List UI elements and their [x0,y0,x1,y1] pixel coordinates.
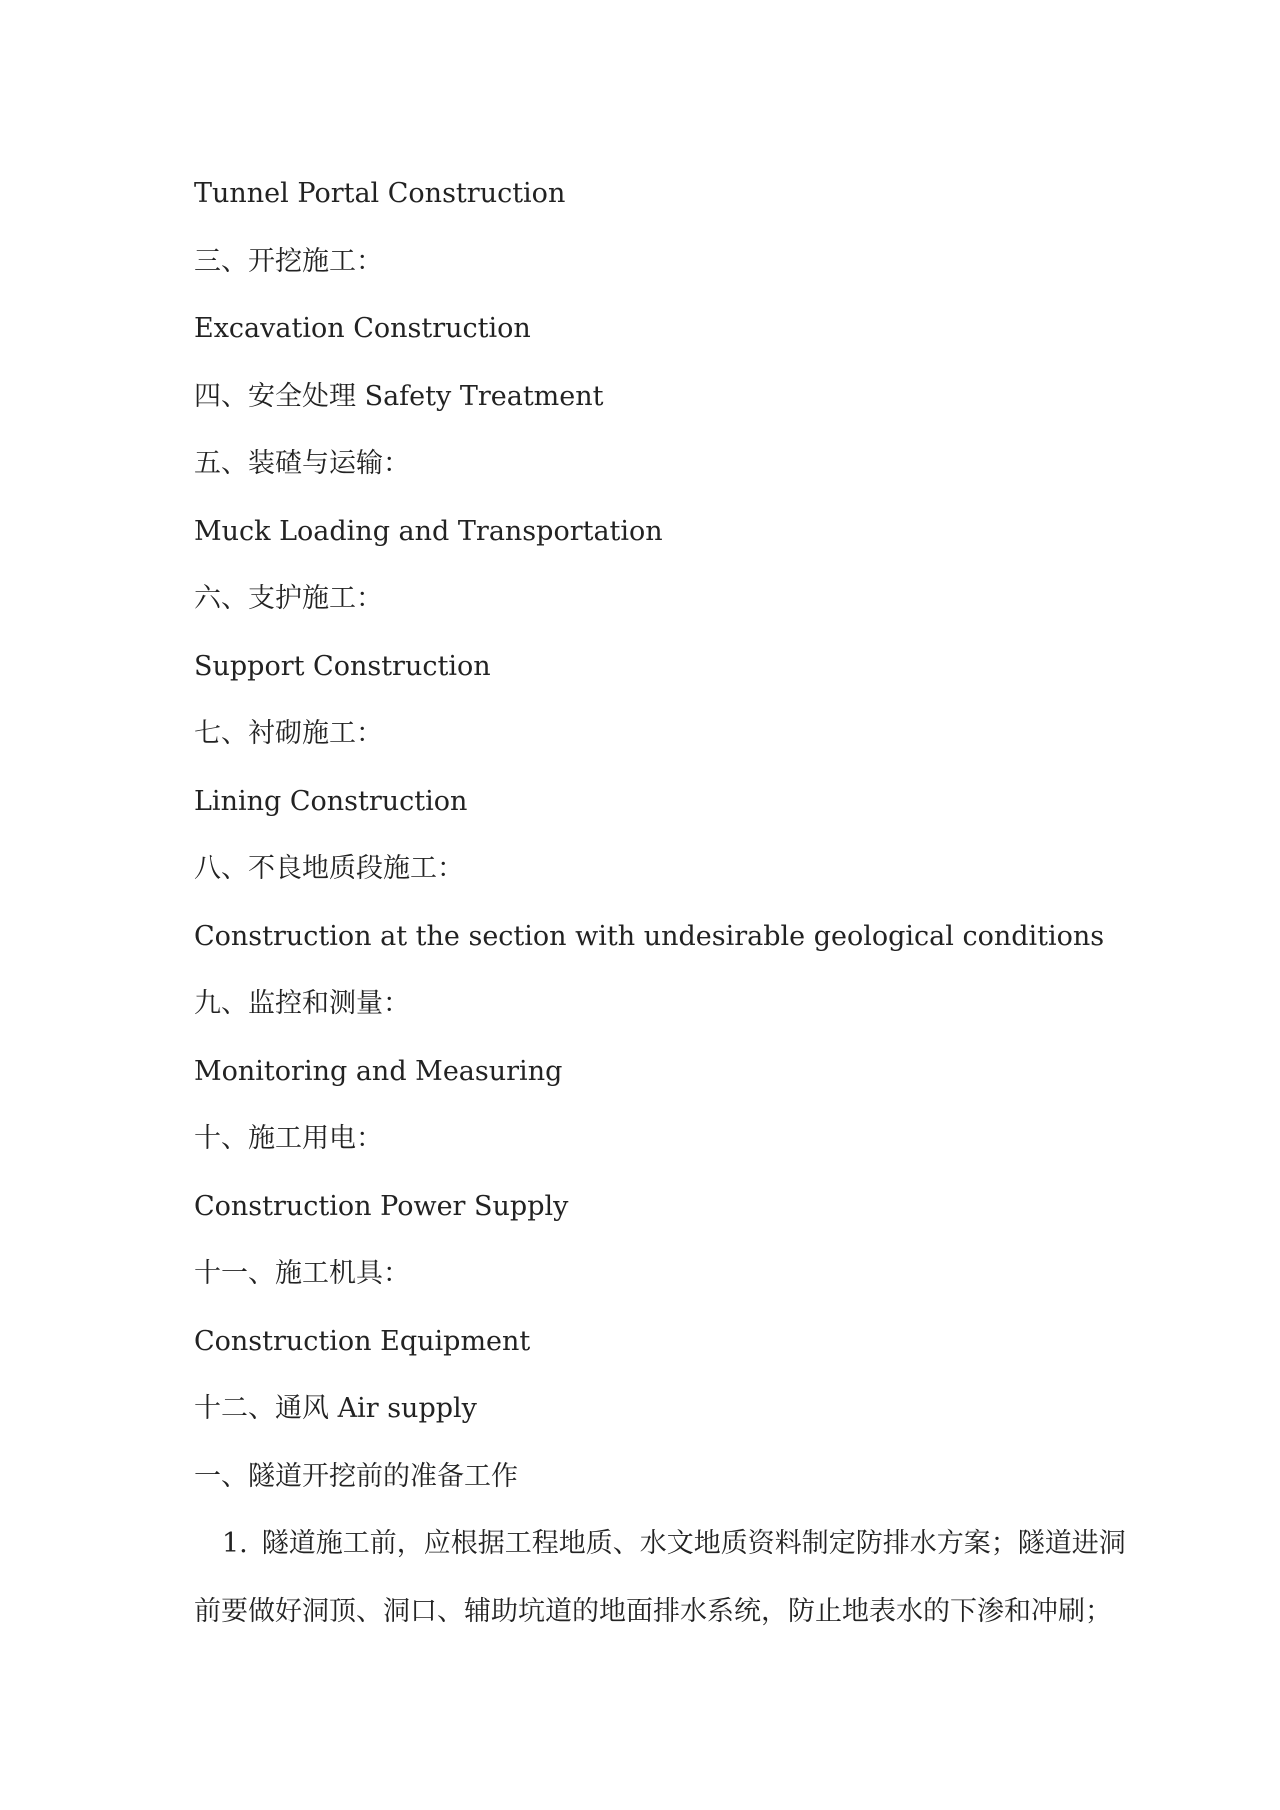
heading-excavation-cn: 三、开挖施工： [194,245,383,277]
text-line-muck-loading: Muck Loading and Transportation [194,515,663,547]
text-line-monitoring: Monitoring and Measuring [194,1055,563,1087]
paragraph-row-1 [194,1510,1126,1578]
heading-muck-loading-cn: 五、装碴与运输： [194,448,410,479]
heading-undesirable-geology-cn: 八、不良地质段施工： [194,853,464,884]
heading-power-cn: 十、施工用电： [194,1123,383,1154]
heading-lining-cn: 七、衬砌施工： [194,718,383,749]
text-line-tunnel-portal-construction: Tunnel Portal Construction [194,178,566,209]
heading-safety-treatment: 四、安全处理 Safety Treatment [194,380,604,412]
list-number: 1. [222,1528,248,1559]
text-line-lining-construction: Lining Construction [194,785,468,817]
text-line-power-supply: Construction Power Supply [194,1190,569,1222]
paragraph-row-2: 前要做好洞顶、洞口、辅助坑道的地面排水系统，防止地表水的下渗和冲刷； [194,1595,1112,1627]
paragraph-text-line-1: 隧道施工前，应根据工程地质、水文地质资料制定防排水方案；隧道进洞 [261,1528,1126,1559]
text-line-excavation-construction: Excavation Construction [194,313,531,344]
heading-air-supply: 十二、通风 Air supply [194,1393,477,1424]
heading-monitoring-cn: 九、监控和测量： [194,988,410,1019]
paragraph-item-1 [194,1510,1126,1645]
text-line-equipment: Construction Equipment [194,1325,531,1357]
text-line-undesirable-geology: Construction at the section with undesirable geological conditions [194,920,1105,952]
text-line-support-construction: Support Construction [194,650,491,682]
document-body [194,160,1126,1645]
heading-support-cn: 六、支护施工： [194,583,383,614]
heading-preparation-cn: 一、隧道开挖前的准备工作 [194,1460,518,1492]
heading-equipment-cn: 十一、施工机具： [194,1258,410,1289]
